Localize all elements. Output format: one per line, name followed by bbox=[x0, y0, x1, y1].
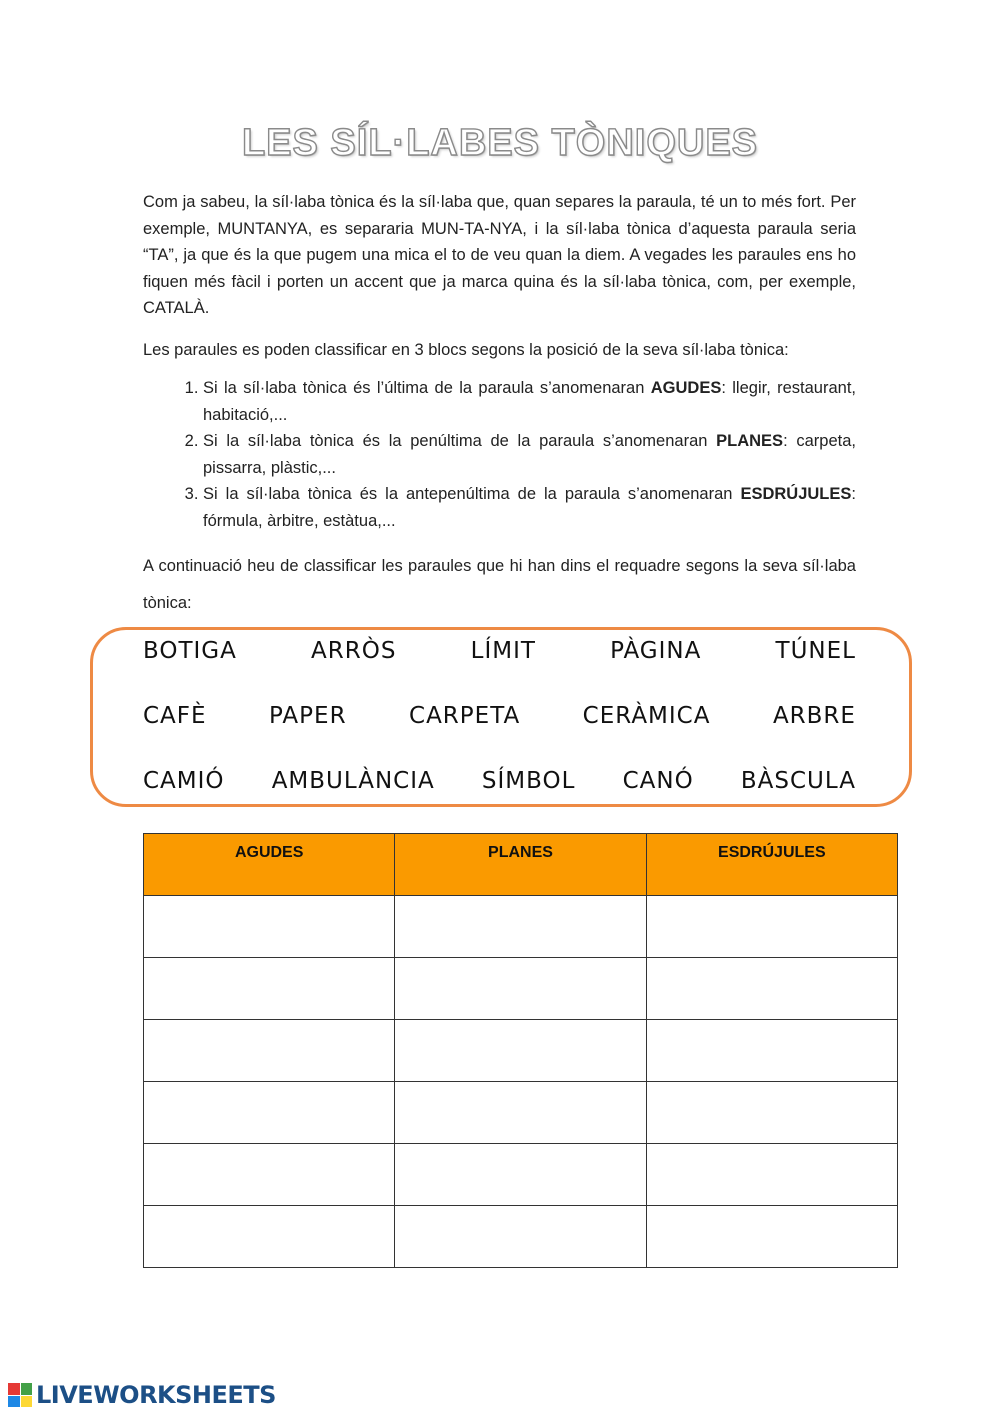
rule-examples: : carpeta, pissarra, plàstic,... bbox=[203, 432, 856, 477]
answer-cell[interactable] bbox=[144, 896, 395, 958]
rule-text: Si la síl·laba tònica és la antepenúltima de la paraula s’anomenaran bbox=[203, 485, 741, 503]
word-row bbox=[143, 638, 856, 664]
word-item: PÀGINA bbox=[610, 638, 702, 664]
answer-cell[interactable] bbox=[395, 1144, 646, 1206]
rule-text: Si la síl·laba tònica és l’última de la paraula s’anomenaran bbox=[203, 379, 651, 397]
rule-term: AGUDES bbox=[650, 379, 722, 397]
answer-cell[interactable] bbox=[144, 958, 395, 1020]
answer-cell[interactable] bbox=[144, 1020, 395, 1082]
table-row bbox=[144, 896, 898, 958]
answer-cell[interactable] bbox=[646, 958, 897, 1020]
rule-agudes bbox=[203, 375, 856, 428]
word-item: ARBRE bbox=[772, 703, 856, 729]
logo-square bbox=[8, 1383, 20, 1395]
classification-table bbox=[143, 833, 898, 1268]
word-item: CARPETA bbox=[409, 703, 521, 729]
answer-cell[interactable] bbox=[395, 1082, 646, 1144]
table-row bbox=[144, 1144, 898, 1206]
table-header-row bbox=[144, 834, 898, 896]
logo-icon bbox=[8, 1383, 32, 1407]
word-row bbox=[143, 703, 856, 729]
header-agudes: AGUDES bbox=[144, 834, 395, 896]
word-item: ARRÒS bbox=[311, 638, 397, 664]
liveworksheets-logo bbox=[8, 1380, 276, 1410]
answer-cell[interactable] bbox=[646, 1020, 897, 1082]
answer-cell[interactable] bbox=[144, 1144, 395, 1206]
word-item: CAMIÓ bbox=[143, 768, 225, 794]
instruction-text: A continuació heu de classificar les paraules que hi han dins el requadre segons la seva síl·laba tònica: bbox=[143, 557, 856, 612]
table-row bbox=[144, 1082, 898, 1144]
logo-text: LIVEWORKSHEETS bbox=[36, 1381, 276, 1409]
word-item: TÚNEL bbox=[775, 638, 856, 664]
table-row bbox=[144, 958, 898, 1020]
answer-cell[interactable] bbox=[646, 896, 897, 958]
answer-cell[interactable] bbox=[144, 1206, 395, 1268]
header-esdrujules: ESDRÚJULES bbox=[646, 834, 897, 896]
logo-square bbox=[8, 1396, 20, 1408]
answer-cell[interactable] bbox=[646, 1082, 897, 1144]
logo-square bbox=[21, 1383, 33, 1395]
answer-cell[interactable] bbox=[395, 896, 646, 958]
word-item: CANÓ bbox=[622, 768, 694, 794]
classification-intro: Les paraules es poden classificar en 3 blocs segons la posició de la seva síl·laba tònica: bbox=[143, 341, 789, 359]
table-row bbox=[144, 1206, 898, 1268]
word-item: PAPER bbox=[269, 703, 347, 729]
rule-examples: : fórmula, àrbitre, estàtua,... bbox=[203, 485, 856, 530]
word-item: AMBULÀNCIA bbox=[271, 768, 435, 794]
page-title: LES SÍL·LABES TÒNIQUES bbox=[241, 122, 759, 164]
answer-cell[interactable] bbox=[395, 958, 646, 1020]
answer-cell[interactable] bbox=[646, 1144, 897, 1206]
rule-esdrujules bbox=[203, 481, 856, 534]
word-item: CAFÈ bbox=[143, 703, 207, 729]
answer-cell[interactable] bbox=[395, 1206, 646, 1268]
logo-square bbox=[21, 1396, 33, 1408]
rule-text: Si la síl·laba tònica és la penúltima de la paraula s’anomenaran bbox=[203, 432, 717, 450]
answer-cell[interactable] bbox=[395, 1020, 646, 1082]
word-item: LÍMIT bbox=[470, 638, 536, 664]
answer-cell[interactable] bbox=[646, 1206, 897, 1268]
rule-examples: : llegir, restaurant, habitació,... bbox=[203, 379, 856, 424]
word-item: CERÀMICA bbox=[582, 703, 711, 729]
word-item: BOTIGA bbox=[143, 638, 237, 664]
table-row bbox=[144, 1020, 898, 1082]
word-item: SÍMBOL bbox=[481, 768, 576, 794]
word-row bbox=[143, 768, 856, 794]
header-planes: PLANES bbox=[395, 834, 646, 896]
rules-list bbox=[143, 375, 856, 534]
rule-term: PLANES bbox=[716, 432, 784, 450]
intro-paragraph: Com ja sabeu, la síl·laba tònica és la síl·laba que, quan separes la paraula, té un to més fort. Per exemple, MUNTANYA, es separaria MUN-TA-NYA, i la síl·laba tònica d’aquesta paraula seria “TA”, ja que és la que pugem una mica el to de veu quan la diem. A vegades les paraules ens ho fiquen més fàcil i porten un accent que ja marca quina és la síl·laba tònica, com, per exemple, CATALÀ. bbox=[143, 193, 856, 317]
answer-cell[interactable] bbox=[144, 1082, 395, 1144]
rule-term: ESDRÚJULES bbox=[740, 485, 852, 503]
rule-planes bbox=[203, 428, 856, 481]
word-item: BÀSCULA bbox=[740, 768, 856, 794]
